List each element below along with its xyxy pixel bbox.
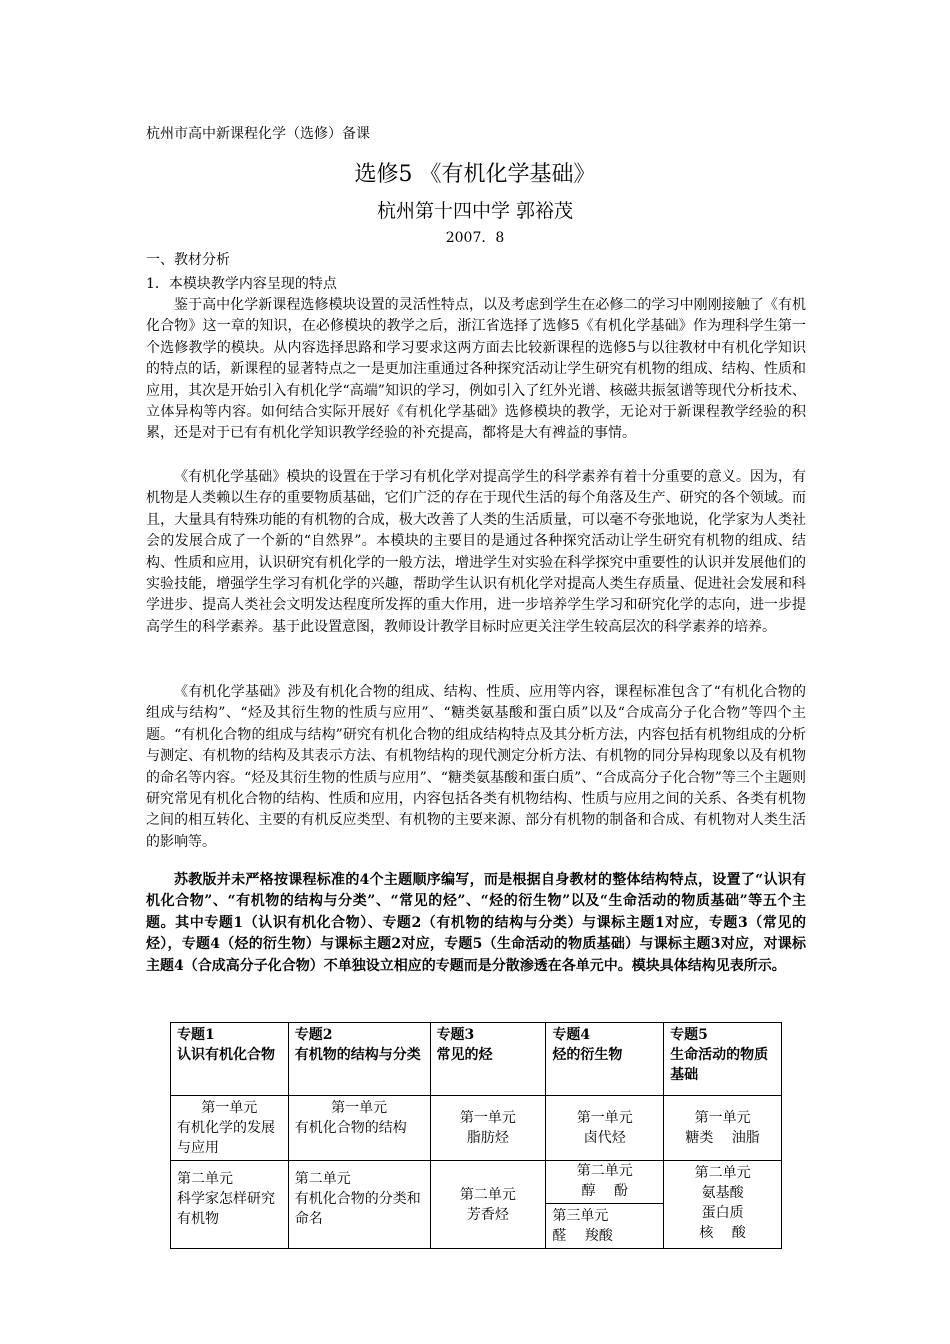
table-cell: 第二单元 有机化合物的分类和命名 (288, 1161, 430, 1249)
table-cell: 第一单元 有机化合物的结构 (288, 1096, 430, 1161)
table-cell: 第二单元 科学家怎样研究有机物 (171, 1161, 289, 1249)
header-cell: 专题2 有机物的结构与分类 (288, 1023, 430, 1096)
table-cell: 第二单元 芳香烃 (430, 1161, 546, 1249)
header-cell: 专题3 常见的烃 (430, 1023, 546, 1096)
table-cell: 第一单元 卤代烃 (546, 1096, 664, 1161)
document-title: 选修5 《有机化学基础》 (354, 162, 596, 187)
subsection-heading: 1．本模块教学内容呈现的特点 (146, 276, 337, 292)
table-row (171, 1096, 782, 1161)
section-heading: 一、教材分析 (146, 252, 230, 268)
author-line: 杭州第十四中学 郭裕茂 (376, 200, 574, 222)
header-cell: 专题1 认识有机化合物 (171, 1023, 289, 1096)
paragraph-4-bold: 苏教版并未严格按课程标准的4个主题顺序编写，而是根据自身教材的整体结构特点，设置了“认识有机化合物”、“有机物的结构与分类”、“常见的烃”、“烃的衍生物”以及“生命活动的物质基础”等五个主题。其中专题1（认识有机化合物）、专题2（有机物的结构与分类）与课标主题1对应，专题3（常见的烃），专题4（烃的衍生物）与课标主题2对应，专题5（生命活动的物质基础）与课标主题3对应，对课标主题4（合成高分子化合物）不单独设立相应的专题而是分散渗透在各单元中。模块具体结构见表所示。 (146, 872, 806, 974)
document-header: 杭州市高中新课程化学（选修）备课 (146, 126, 370, 142)
header-cell: 专题5 生命活动的物质基础 (664, 1023, 782, 1096)
table-cell-split (546, 1161, 664, 1249)
table-cell: 第一单元 有机化学的发展与应用 (171, 1096, 289, 1161)
sub-cell-unit3: 第三单元 醛 羧酸 (552, 1208, 613, 1244)
paragraph-2: 《有机化学基础》模块的设置在于学习有机化学对提高学生的科学素养有着十分重要的意义。因为，有机物是人类赖以生存的重要物质基础，它们广泛的存在于现代生活的每个角落及生产、研究的各个领域。而且，大量具有特殊功能的有机物的合成，极大改善了人类的生活质量，可以毫不夸张地说，化学家为人类社会的发展合成了一个新的“自然界”。本模块的主要目的是通过各种探究活动让学生研究有机物的组成、结构、性质和应用，认识研究有机化学的一般方法，增进学生对实验在科学探究中重要性的认识并发展他们的实验技能，增强学生学习有机化学的兴趣，帮助学生认识有机化学对提高人类生存质量、促进社会发展和科学进步、提高人类社会文明发达程度所发挥的重大作用，进一步培养学生学习和研究化学的志向，进一步提高学生的科学素养。基于此设置意图，教师设计教学目标时应更关注学生较高层次的科学素养的培养。 (146, 469, 806, 635)
table-cell: 第二单元 氨基酸 蛋白质 核 酸 (664, 1161, 782, 1249)
table-row (171, 1161, 782, 1249)
sub-cell-unit2: 第二单元 醇 酚 (546, 1161, 663, 1204)
table-cell: 第一单元 糖类 油脂 (664, 1096, 782, 1161)
date-line: 2007．8 (445, 230, 505, 246)
header-cell: 专题4 烃的衍生物 (546, 1023, 664, 1096)
table-header-row (171, 1023, 782, 1096)
paragraph-1: 鉴于高中化学新课程选修模块设置的灵活性特点，以及考虑到学生在必修二的学习中刚刚接触了《有机化合物》这一章的知识，在必修模块的教学之后，浙江省选择了选修5《有机化学基础》作为理科学生第一个选修教学的模块。从内容选择思路和学习要求这两方面去比较新课程的选修5与以往教材中有机化学知识的特点的话，新课程的显著特点之一是更加注重通过各种探究活动让学生研究有机物的组成、结构、性质和应用，其次是开始引入有机化学“高端”知识的学习，例如引入了红外光谱、核磁共振氢谱等现代分析技术、立体异构等内容。如何结合实际开展好《有机化学基础》选修模块的教学，无论对于新课程教学经验的积累，还是对于已有有机化学知识教学经验的补充提高，都将是大有裨益的事情。 (146, 297, 806, 442)
table-cell: 第一单元 脂肪烃 (430, 1096, 546, 1161)
module-structure-table (170, 1022, 782, 1249)
paragraph-3: 《有机化学基础》涉及有机化合物的组成、结构、性质、应用等内容，课程标准包含了“有机化合物的组成与结构”、“烃及其衍生物的性质与应用”、“糖类氨基酸和蛋白质”以及“合成高分子化合物”等四个主题。“有机化合物的组成与结构”研究有机化合物的组成结构特点及其分析方法，内容包括有机物组成的分析与测定、有机物的结构及其表示方法、有机物结构的现代测定分析方法、有机物的同分异构现象以及有机物的命名等内容。“烃及其衍生物的性质与应用”、“糖类氨基酸和蛋白质”、“合成高分子化合物”等三个主题则研究常见有机化合物的结构、性质和应用，内容包括各类有机物结构、性质与应用之间的关系、各类有机物之间的相互转化、主要的有机反应类型、有机物的主要来源、部分有机物的制备和合成、有机物对人类生活的影响等。 (146, 684, 806, 850)
